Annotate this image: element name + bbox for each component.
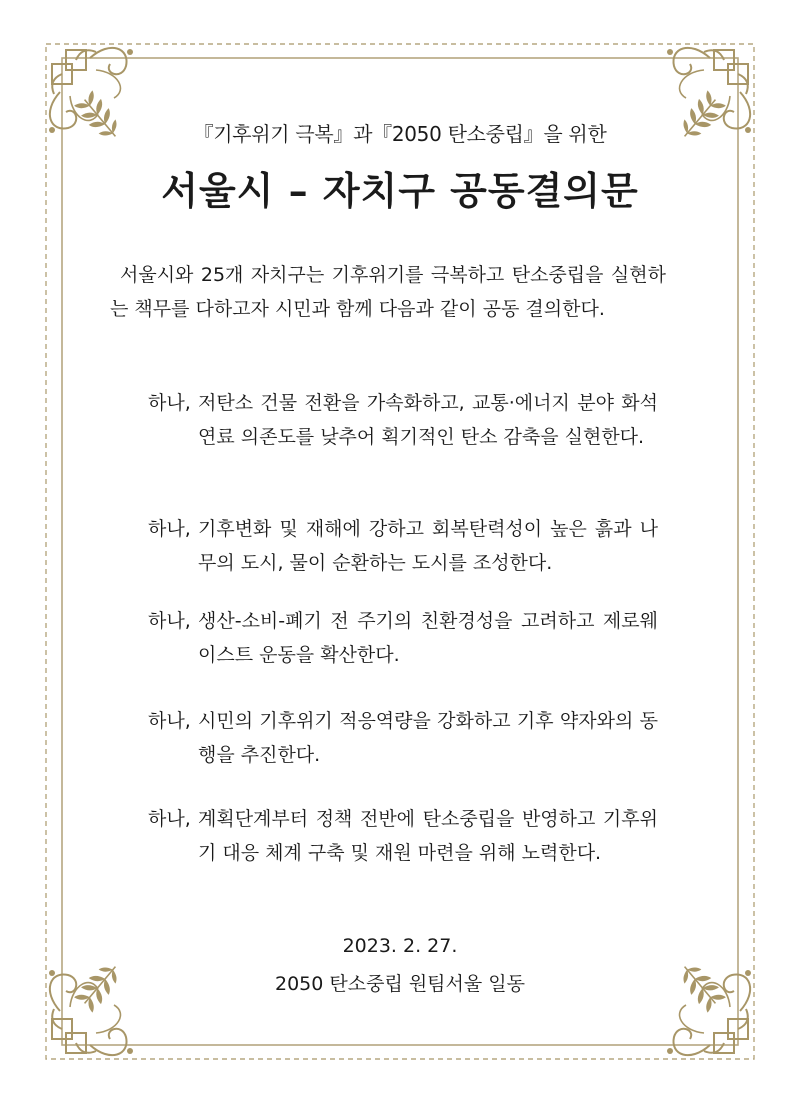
resolution-item [148, 604, 658, 672]
resolution-item [148, 386, 658, 454]
document-date: 2023. 2. 27. [342, 935, 458, 957]
resolution-item [148, 802, 658, 870]
resolution-prefix: 하나, [148, 710, 191, 732]
resolution-prefix: 하나, [148, 808, 191, 830]
resolution-text: 저탄소 건물 전환을 가속화하고, 교통·에너지 분야 화석연료 의존도를 낮추어 획기적인 탄소 감축을 실현한다. [198, 392, 658, 448]
resolution-text: 기후변화 및 재해에 강하고 회복탄력성이 높은 흙과 나무의 도시, 물이 순환하는 도시를 조성한다. [198, 518, 658, 574]
intro-paragraph [110, 258, 666, 326]
resolution-prefix: 하나, [148, 518, 191, 540]
resolution-item [148, 512, 658, 580]
resolution-text: 시민의 기후위기 적응역량을 강화하고 기후 약자와의 동행을 추진한다. [198, 710, 658, 766]
resolution-text: 생산-소비-폐기 전 주기의 친환경성을 고려하고 제로웨이스트 운동을 확산한다. [198, 610, 658, 666]
resolution-prefix: 하나, [148, 392, 191, 414]
resolution-prefix: 하나, [148, 610, 191, 632]
intro-text: 서울시와 25개 자치구는 기후위기를 극복하고 탄소중립을 실현하는 책무를 다하고자 시민과 함께 다음과 같이 공동 결의한다. [110, 264, 666, 320]
document-subtitle: 『기후위기 극복』과『2050 탄소중립』을 위한 [193, 122, 607, 146]
resolution-text: 계획단계부터 정책 전반에 탄소중립을 반영하고 기후위기 대응 체계 구축 및 재원 마련을 위해 노력한다. [198, 808, 658, 864]
document-signer: 2050 탄소중립 원팀서울 일동 [274, 973, 525, 995]
resolution-item [148, 704, 658, 772]
document-title: 서울시 – 자치구 공동결의문 [161, 168, 639, 213]
